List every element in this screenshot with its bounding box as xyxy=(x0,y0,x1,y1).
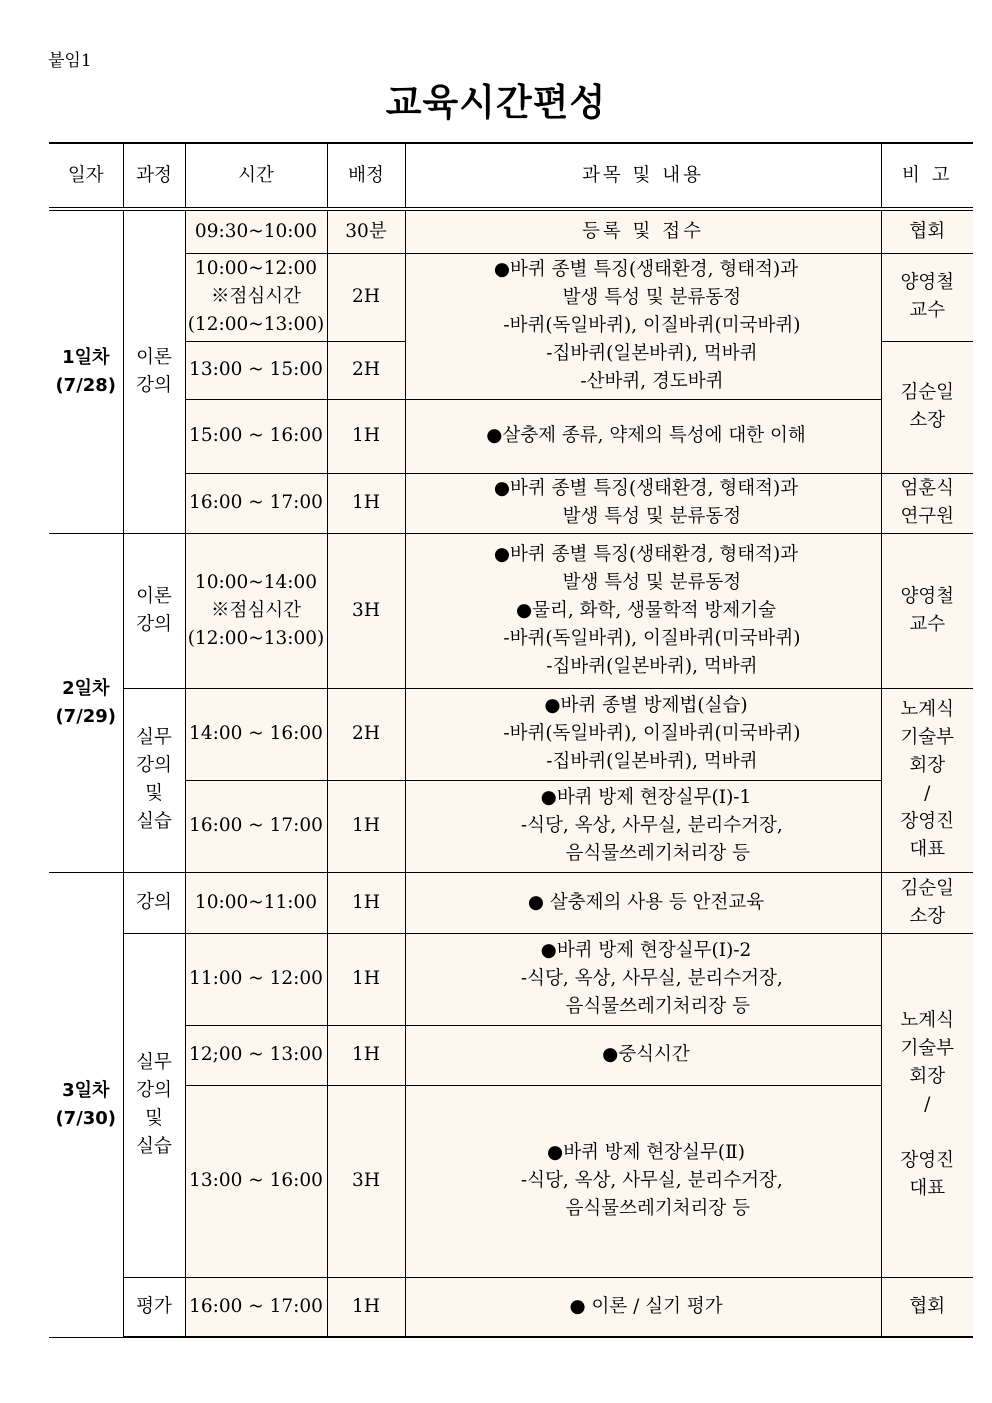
alloc-cell: 1H xyxy=(327,780,405,872)
time-cell: 10:00~14:00 ※점심시간 (12:00~13:00) xyxy=(185,533,327,688)
time-cell: 10:00~12:00 ※점심시간 (12:00~13:00) xyxy=(185,253,327,341)
content-cell: ●바퀴 종별 특징(생태환경, 형태적)과 발생 특성 및 분류동정 ●물리, 화학, 생물학적 방제기술 -바퀴(독일바퀴), 이질바퀴(미국바퀴) -집바퀴(일본바퀴), 먹바퀴 xyxy=(405,533,881,688)
time-cell: 10:00~11:00 xyxy=(185,872,327,933)
alloc-cell: 1H xyxy=(327,1277,405,1337)
table-row xyxy=(49,533,973,688)
note-cell: 양영철 교수 xyxy=(881,253,973,341)
table-row xyxy=(49,399,973,473)
table-row xyxy=(49,1277,973,1337)
time-cell: 13:00 ~ 15:00 xyxy=(185,341,327,399)
header-day: 일자 xyxy=(49,143,123,209)
time-cell: 11:00 ~ 12:00 xyxy=(185,933,327,1025)
content-cell: ●바퀴 방제 현장실무(Ⅰ)-1 -식당, 옥상, 사무실, 분리수거장, 음식물쓰레기처리장 등 xyxy=(405,780,881,872)
alloc-cell: 2H xyxy=(327,253,405,341)
note-cell: 노계식 기술부 회장 / 장영진 대표 xyxy=(881,933,973,1277)
alloc-cell: 30분 xyxy=(327,209,405,253)
header-course: 과정 xyxy=(123,143,185,209)
table-row xyxy=(49,253,973,341)
table-row xyxy=(49,872,973,933)
table-row xyxy=(49,1025,973,1085)
header-note: 비 고 xyxy=(881,143,973,209)
time-cell: 09:30~10:00 xyxy=(185,209,327,253)
content-cell: ●중식시간 xyxy=(405,1025,881,1085)
course-cell: 실무 강의 및 실습 xyxy=(123,688,185,872)
note-cell: 엄훈식 연구원 xyxy=(881,473,973,533)
content-cell: ● 살충제의 사용 등 안전교육 xyxy=(405,872,881,933)
alloc-cell: 3H xyxy=(327,533,405,688)
note-cell: 양영철 교수 xyxy=(881,533,973,688)
alloc-cell: 1H xyxy=(327,872,405,933)
content-cell: ●바퀴 방제 현장실무(Ⅰ)-2 -식당, 옥상, 사무실, 분리수거장, 음식물쓰레기처리장 등 xyxy=(405,933,881,1025)
table-row xyxy=(49,209,973,253)
table-row xyxy=(49,688,973,780)
alloc-cell: 2H xyxy=(327,688,405,780)
note-cell: 김순일 소장 xyxy=(881,341,973,473)
time-cell: 12;00 ~ 13:00 xyxy=(185,1025,327,1085)
content-cell: ●바퀴 종별 방제법(실습) -바퀴(독일바퀴), 이질바퀴(미국바퀴) -집바퀴(일본바퀴), 먹바퀴 xyxy=(405,688,881,780)
attachment-label: 붙임1 xyxy=(48,51,92,71)
table-row xyxy=(49,1085,973,1277)
time-cell: 16:00 ~ 17:00 xyxy=(185,473,327,533)
table-row xyxy=(49,473,973,533)
time-cell: 13:00 ~ 16:00 xyxy=(185,1085,327,1277)
content-cell: ● 이론 / 실기 평가 xyxy=(405,1277,881,1337)
note-cell: 김순일 소장 xyxy=(881,872,973,933)
page-title: 교육시간편성 xyxy=(385,80,607,124)
note-cell: 협회 xyxy=(881,1277,973,1337)
alloc-cell: 3H xyxy=(327,1085,405,1277)
content-cell: ●바퀴 방제 현장실무(Ⅱ) -식당, 옥상, 사무실, 분리수거장, 음식물쓰레기처리장 등 xyxy=(405,1085,881,1277)
alloc-cell: 1H xyxy=(327,473,405,533)
course-cell: 이론 강의 xyxy=(123,533,185,688)
course-cell: 실무 강의 및 실습 xyxy=(123,933,185,1277)
day-cell: 2일차 (7/29) xyxy=(49,533,123,872)
time-cell: 14:00 ~ 16:00 xyxy=(185,688,327,780)
time-cell: 16:00 ~ 17:00 xyxy=(185,780,327,872)
time-cell: 15:00 ~ 16:00 xyxy=(185,399,327,473)
table-row xyxy=(49,780,973,872)
day-cell: 3일차 (7/30) xyxy=(49,872,123,1337)
note-cell: 협회 xyxy=(881,209,973,253)
content-cell: 등록 및 접수 xyxy=(405,209,881,253)
alloc-cell: 2H xyxy=(327,341,405,399)
header-content: 과목 및 내용 xyxy=(405,143,881,209)
content-cell: ●바퀴 종별 특징(생태환경, 형태적)과 발생 특성 및 분류동정 xyxy=(405,473,881,533)
header-row xyxy=(49,143,973,209)
note-cell: 노계식 기술부 회장 / 장영진 대표 xyxy=(881,688,973,872)
course-cell: 이론 강의 xyxy=(123,209,185,533)
alloc-cell: 1H xyxy=(327,399,405,473)
content-cell: ●바퀴 종별 특징(생태환경, 형태적)과 발생 특성 및 분류동정 -바퀴(독일바퀴), 이질바퀴(미국바퀴) -집바퀴(일본바퀴), 먹바퀴 -산바퀴, 경도바퀴 xyxy=(405,253,881,399)
table-row xyxy=(49,933,973,1025)
schedule-table xyxy=(49,142,973,1338)
content-cell: ●살충제 종류, 약제의 특성에 대한 이해 xyxy=(405,399,881,473)
time-cell: 16:00 ~ 17:00 xyxy=(185,1277,327,1337)
alloc-cell: 1H xyxy=(327,933,405,1025)
header-time: 시간 xyxy=(185,143,327,209)
header-alloc: 배정 xyxy=(327,143,405,209)
course-cell: 강의 xyxy=(123,872,185,933)
course-cell: 평가 xyxy=(123,1277,185,1337)
alloc-cell: 1H xyxy=(327,1025,405,1085)
day-cell: 1일차 (7/28) xyxy=(49,209,123,533)
